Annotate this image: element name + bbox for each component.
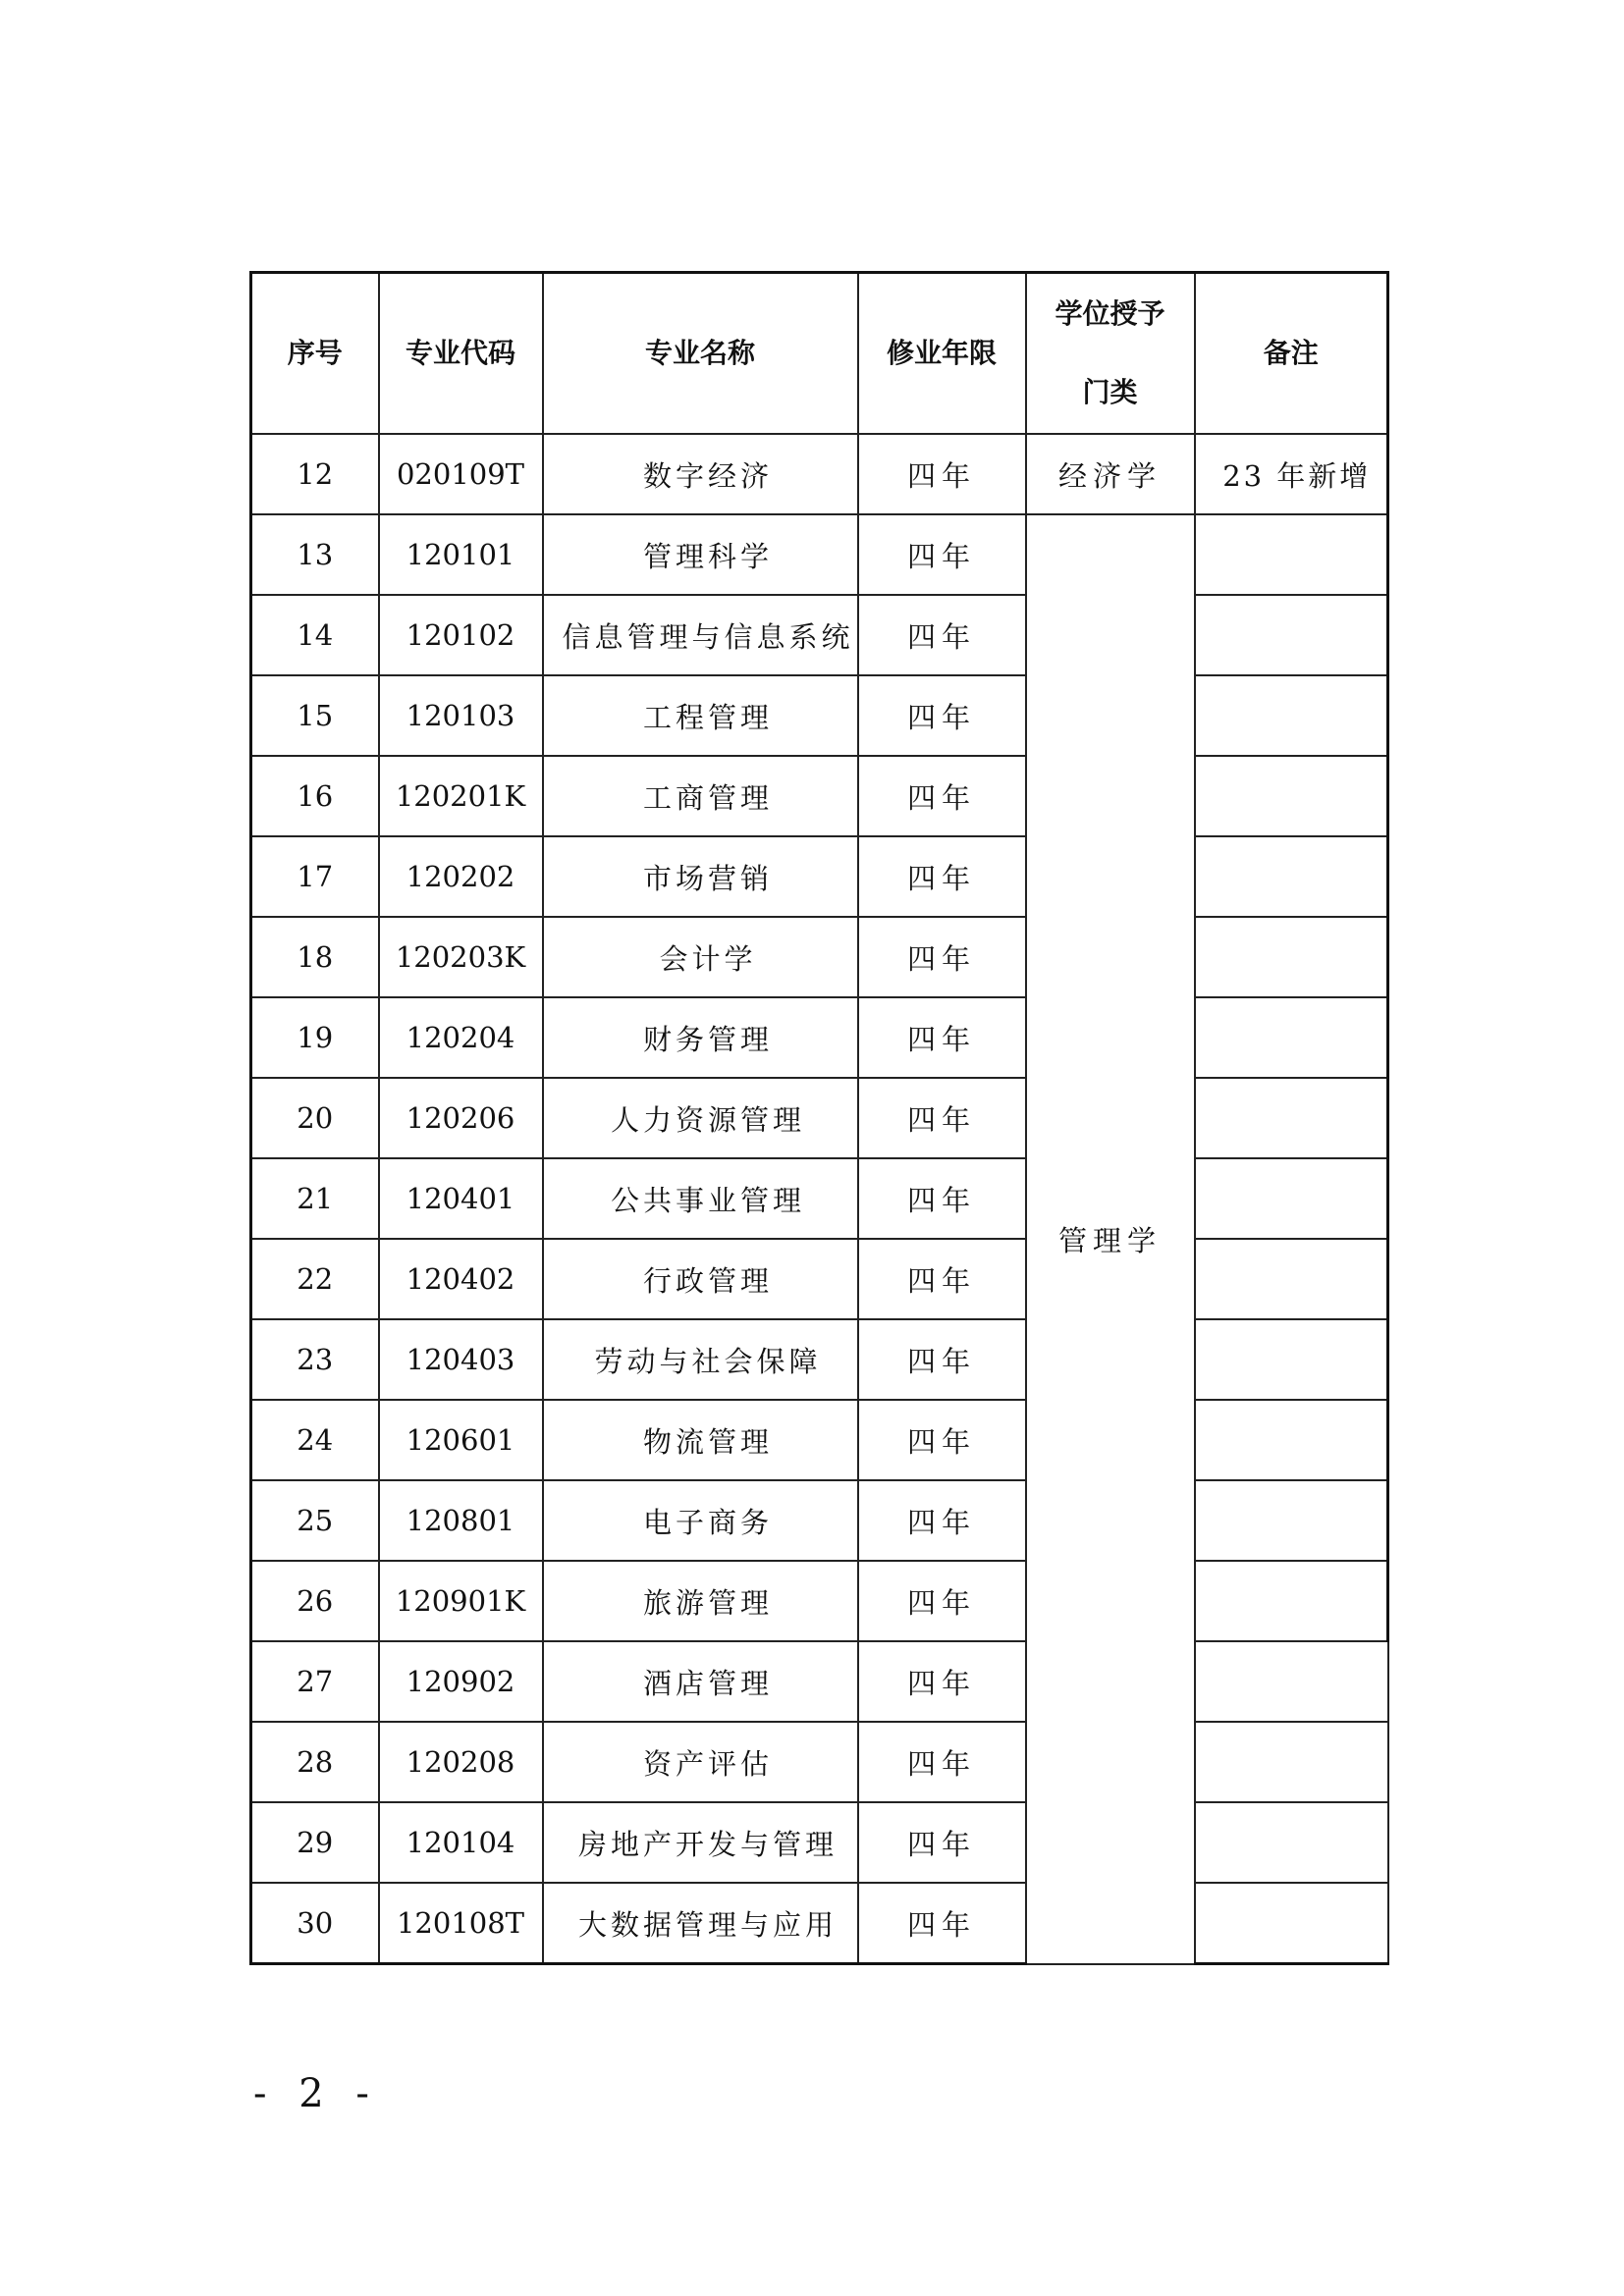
cell-seq: 27: [251, 1641, 379, 1722]
cell-name: 管理科学: [543, 514, 858, 595]
cell-seq: 24: [251, 1400, 379, 1480]
cell-seq: 17: [251, 836, 379, 917]
page-number: - 2 -: [253, 2071, 379, 2116]
cell-degree-merged: 管理学: [1026, 514, 1195, 1964]
cell-code: 120401: [379, 1158, 543, 1239]
table-body: [251, 434, 1388, 1964]
cell-years: 四年: [858, 1722, 1026, 1802]
cell-code: 120402: [379, 1239, 543, 1319]
cell-remark: [1195, 1078, 1388, 1158]
header-seq: 序号: [251, 273, 379, 435]
table-row: [251, 836, 1388, 917]
cell-name: 旅游管理: [543, 1561, 858, 1641]
cell-code: 120203K: [379, 917, 543, 997]
table-row: [251, 1319, 1388, 1400]
cell-remark: 23 年新增: [1195, 434, 1388, 514]
cell-seq: 26: [251, 1561, 379, 1641]
header-name: 专业名称: [543, 273, 858, 435]
cell-remark: [1195, 1722, 1388, 1802]
cell-remark: [1195, 1158, 1388, 1239]
cell-name: 电子商务: [543, 1480, 858, 1561]
cell-code: 120108T: [379, 1883, 543, 1964]
table-row: [251, 1561, 1388, 1641]
table-row: [251, 1158, 1388, 1239]
cell-remark: [1195, 1561, 1388, 1641]
cell-seq: 15: [251, 675, 379, 756]
table-row: [251, 434, 1388, 514]
cell-years: 四年: [858, 1480, 1026, 1561]
table-row: [251, 997, 1388, 1078]
cell-years: 四年: [858, 1400, 1026, 1480]
cell-seq: 23: [251, 1319, 379, 1400]
cell-seq: 18: [251, 917, 379, 997]
cell-seq: 16: [251, 756, 379, 836]
cell-years: 四年: [858, 595, 1026, 675]
cell-code: 120208: [379, 1722, 543, 1802]
cell-seq: 30: [251, 1883, 379, 1964]
cell-remark: [1195, 756, 1388, 836]
cell-name: 人力资源管理: [543, 1078, 858, 1158]
cell-remark: [1195, 1802, 1388, 1883]
cell-name: 会计学: [543, 917, 858, 997]
table-header-row: [251, 273, 1388, 435]
cell-name: 公共事业管理: [543, 1158, 858, 1239]
table-row: [251, 1722, 1388, 1802]
cell-name: 数字经济: [543, 434, 858, 514]
cell-name: 酒店管理: [543, 1641, 858, 1722]
cell-code: 120204: [379, 997, 543, 1078]
cell-remark: [1195, 997, 1388, 1078]
cell-code: 120206: [379, 1078, 543, 1158]
cell-years: 四年: [858, 1561, 1026, 1641]
table-row: [251, 1641, 1388, 1722]
cell-years: 四年: [858, 917, 1026, 997]
cell-code: 120202: [379, 836, 543, 917]
cell-seq: 25: [251, 1480, 379, 1561]
cell-name: 大数据管理与应用: [543, 1883, 858, 1964]
cell-years: 四年: [858, 675, 1026, 756]
cell-code: 120103: [379, 675, 543, 756]
cell-name: 信息管理与信息系统: [543, 595, 858, 675]
cell-code: 020109T: [379, 434, 543, 514]
cell-years: 四年: [858, 1641, 1026, 1722]
cell-seq: 19: [251, 997, 379, 1078]
cell-name: 工程管理: [543, 675, 858, 756]
majors-table: [249, 271, 1389, 1965]
cell-years: 四年: [858, 434, 1026, 514]
table-row: [251, 595, 1388, 675]
table-row: [251, 1239, 1388, 1319]
cell-years: 四年: [858, 514, 1026, 595]
cell-years: 四年: [858, 1158, 1026, 1239]
cell-remark: [1195, 917, 1388, 997]
cell-remark: [1195, 1239, 1388, 1319]
cell-code: 120902: [379, 1641, 543, 1722]
cell-seq: 20: [251, 1078, 379, 1158]
cell-code: 120601: [379, 1400, 543, 1480]
cell-seq: 21: [251, 1158, 379, 1239]
cell-remark: [1195, 675, 1388, 756]
table-row: [251, 1480, 1388, 1561]
header-remark: 备注: [1195, 273, 1388, 435]
table-row: [251, 917, 1388, 997]
cell-name: 财务管理: [543, 997, 858, 1078]
cell-name: 物流管理: [543, 1400, 858, 1480]
cell-years: 四年: [858, 1802, 1026, 1883]
cell-name: 房地产开发与管理: [543, 1802, 858, 1883]
cell-name: 工商管理: [543, 756, 858, 836]
cell-code: 120901K: [379, 1561, 543, 1641]
table-row: [251, 1802, 1388, 1883]
cell-code: 120104: [379, 1802, 543, 1883]
cell-code: 120801: [379, 1480, 543, 1561]
cell-remark: [1195, 1319, 1388, 1400]
cell-code: 120201K: [379, 756, 543, 836]
cell-name: 劳动与社会保障: [543, 1319, 858, 1400]
cell-code: 120102: [379, 595, 543, 675]
cell-remark: [1195, 1641, 1388, 1722]
header-years: 修业年限: [858, 273, 1026, 435]
table-row: [251, 1400, 1388, 1480]
header-degree-line1: 学位授予: [1055, 297, 1165, 330]
table-row: [251, 1883, 1388, 1964]
table-row: [251, 514, 1388, 595]
table-row: [251, 1078, 1388, 1158]
cell-years: 四年: [858, 836, 1026, 917]
cell-remark: [1195, 1400, 1388, 1480]
header-degree-line2: 门类: [1082, 376, 1138, 408]
cell-remark: [1195, 836, 1388, 917]
cell-years: 四年: [858, 756, 1026, 836]
cell-remark: [1195, 1480, 1388, 1561]
cell-years: 四年: [858, 997, 1026, 1078]
cell-years: 四年: [858, 1883, 1026, 1964]
table-row: [251, 675, 1388, 756]
cell-seq: 14: [251, 595, 379, 675]
cell-remark: [1195, 1883, 1388, 1964]
cell-years: 四年: [858, 1319, 1026, 1400]
cell-name: 行政管理: [543, 1239, 858, 1319]
cell-seq: 22: [251, 1239, 379, 1319]
cell-years: 四年: [858, 1239, 1026, 1319]
cell-seq: 12: [251, 434, 379, 514]
cell-code: 120403: [379, 1319, 543, 1400]
cell-name: 资产评估: [543, 1722, 858, 1802]
cell-name: 市场营销: [543, 836, 858, 917]
cell-seq: 13: [251, 514, 379, 595]
cell-years: 四年: [858, 1078, 1026, 1158]
header-code: 专业代码: [379, 273, 543, 435]
cell-seq: 29: [251, 1802, 379, 1883]
cell-remark: [1195, 514, 1388, 595]
table-row: [251, 756, 1388, 836]
cell-remark: [1195, 595, 1388, 675]
cell-degree: 经济学: [1026, 434, 1195, 514]
cell-code: 120101: [379, 514, 543, 595]
header-degree: [1026, 273, 1195, 435]
cell-seq: 28: [251, 1722, 379, 1802]
